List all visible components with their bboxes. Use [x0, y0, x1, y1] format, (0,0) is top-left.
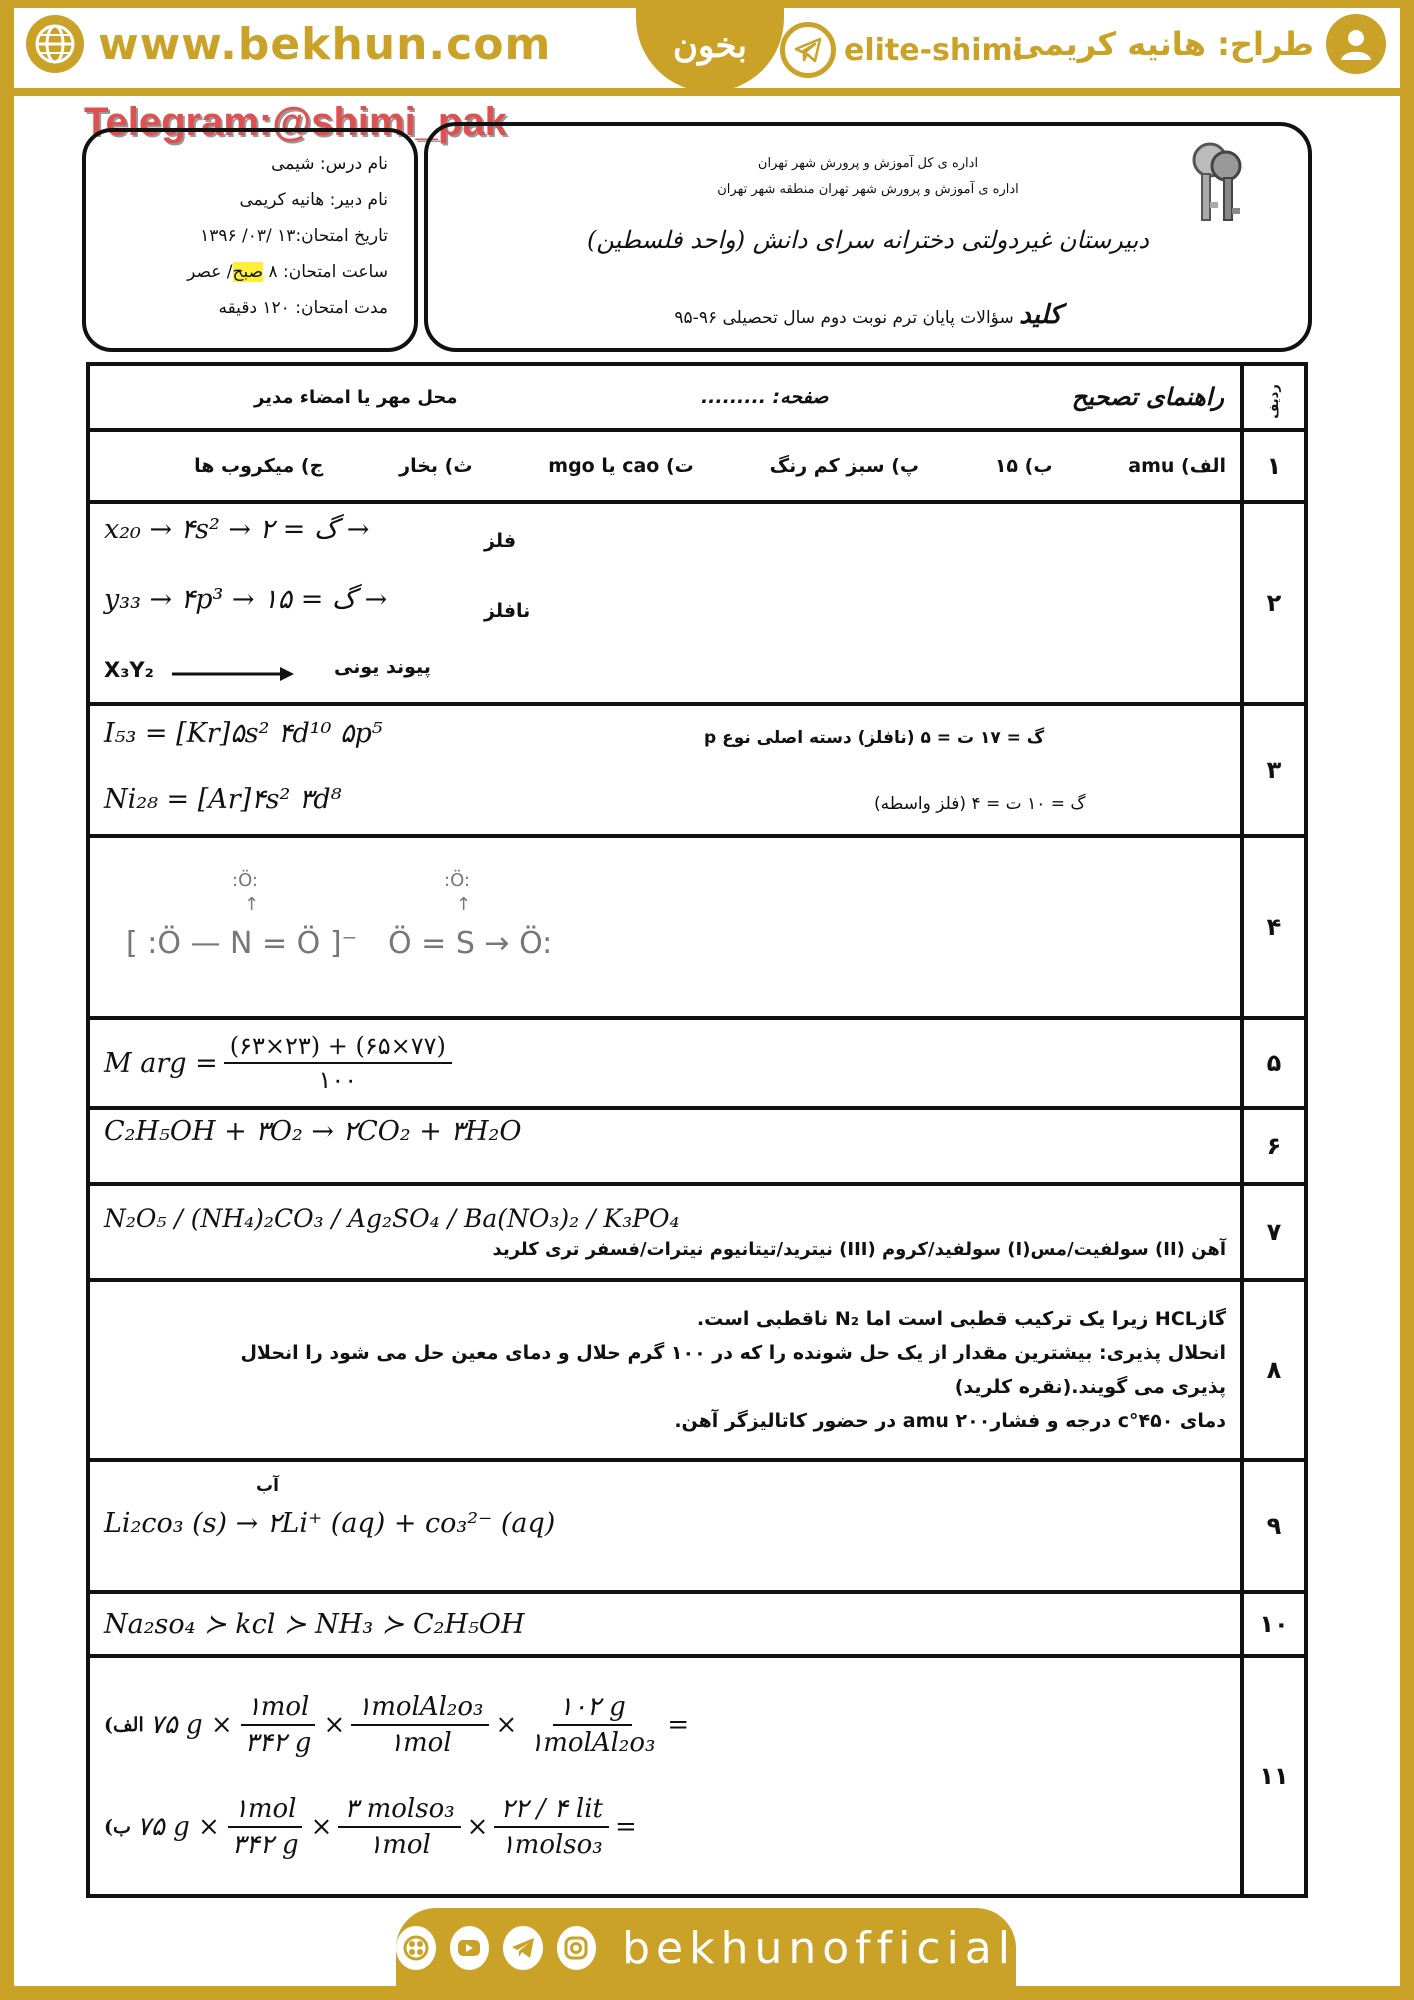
org-line-2: اداره ی آموزش و پرورش شهر تهران منطقه شهر تهران — [717, 182, 1019, 197]
equals-sign: = — [667, 1710, 690, 1740]
school-box — [424, 122, 1312, 352]
table-row — [88, 836, 1306, 1018]
keys-icon — [1182, 138, 1252, 228]
time-highlight: صبح — [232, 262, 264, 282]
time-prefix: ساعت امتحان: ۸ — [268, 262, 388, 282]
r2-label2: نافلز — [484, 600, 531, 622]
r11-b-frac3 — [494, 1794, 609, 1860]
row-number: ۵ — [1242, 1018, 1306, 1108]
r5-numerator: (۶۳×۲۳) + (۶۵×۷۷) — [224, 1032, 452, 1064]
r10-equation: Na₂so₄ ≻ kcl ≻ NH₃ ≻ C₂H₅OH — [104, 1608, 525, 1640]
row-3-content — [88, 704, 1242, 836]
r2-line1: x₂₀ → ۴s² → گ = ۲ → — [104, 514, 370, 545]
row-number: ۶ — [1242, 1108, 1306, 1184]
exam-date: تاریخ امتحان:۱۳ /۰۳/ ۱۳۹۶ — [200, 226, 388, 246]
frac-num: ۳ molso₃ — [338, 1794, 460, 1828]
telegram-link[interactable] — [780, 22, 1023, 78]
times-sign: × — [323, 1710, 346, 1740]
stamp-label: محل مهر یا امضاء مدیر — [254, 386, 458, 408]
r3-line2: Ni₂₈ = [Ar]۴s² ۳d⁸ — [104, 784, 342, 815]
row-label-text: ردیف — [1266, 384, 1282, 419]
r11-a-label: (الف — [104, 1714, 144, 1736]
subject: نام درس: شیمی — [271, 154, 388, 174]
frac-den: ۱molso₃ — [500, 1830, 603, 1860]
r2-label1: فلز — [484, 530, 517, 552]
r11-a-frac3 — [523, 1692, 661, 1758]
r2-line3: X₃Y₂ — [104, 658, 154, 682]
teacher: نام دبیر: هانیه کریمی — [239, 190, 388, 210]
r11-b-frac2 — [338, 1794, 460, 1860]
r11-part-b — [104, 1794, 1226, 1860]
youtube-icon[interactable] — [450, 1926, 490, 1970]
r3-note1: گ = ۱۷ ت = ۵ (نافلز) دسته اصلی نوع p — [704, 728, 1045, 748]
exam-title — [428, 300, 1308, 330]
equals-sign: = — [615, 1812, 637, 1842]
row-11-content — [88, 1656, 1242, 1896]
logo-text: بخون — [673, 26, 747, 66]
table-row — [88, 430, 1306, 502]
telegram-icon — [780, 22, 836, 78]
r2-line2: y₃₃ → ۴p³ → گ = ۱۵ → — [104, 584, 388, 615]
exam-title-text: سؤالات پایان ترم نوبت دوم سال تحصیلی ۹۶-۹۵ — [674, 308, 1014, 328]
r11-b-frac1 — [226, 1794, 305, 1860]
struct1-top: :Ö: — [232, 870, 258, 891]
times-sign: × — [310, 1812, 333, 1842]
r6-equation: C₂H₅OH + ۳O₂ → ۲CO₂ + ۳H₂O — [104, 1116, 522, 1147]
table-row — [88, 1280, 1306, 1460]
struct2-arrow: ↑ — [456, 894, 472, 915]
frac-den: ۱molAl₂o₃ — [529, 1728, 656, 1758]
exam-duration: مدت امتحان: ۱۲۰ دقیقه — [218, 298, 388, 318]
row-number: ۱ — [1242, 430, 1306, 502]
row-1-content — [88, 430, 1242, 502]
site-link[interactable] — [26, 14, 551, 74]
row-number: ۱۱ — [1242, 1656, 1306, 1896]
row-number: ۹ — [1242, 1460, 1306, 1592]
table-header-row — [88, 364, 1306, 430]
times-sign: × — [466, 1812, 489, 1842]
frac-den: ۳۴۲ g — [231, 1830, 299, 1860]
table-row — [88, 1656, 1306, 1896]
r8-line3: دمای ۴۵۰°c درجه و فشار۲۰۰ amu در حضور کاتالیزگر آهن. — [674, 1410, 1226, 1433]
r7-formulas: N₂O₅ / (NH₄)₂CO₃ / Ag₂SO₄ / Ba(NO₃)₂ / K₃PO₄ — [104, 1204, 680, 1233]
r8-line1: گازHCL زیرا یک ترکیب قطبی است اما N₂ ناقطبی است. — [696, 1307, 1226, 1330]
table-row — [88, 502, 1306, 704]
r1-p: پ) سبز کم رنگ — [769, 455, 919, 477]
frac-num: ۱molAl₂o₃ — [351, 1692, 489, 1726]
time-suffix: / عصر — [187, 262, 233, 282]
row-7-content — [88, 1184, 1242, 1280]
frac-den: ۱mol — [389, 1728, 452, 1758]
frac-den: ۱mol — [368, 1830, 431, 1860]
frac-den: ۳۴۲ g — [244, 1728, 312, 1758]
row-number: ۲ — [1242, 502, 1306, 704]
r11-part-a — [104, 1692, 1226, 1758]
social-footer — [396, 1908, 1016, 1988]
key-label: کلید — [1019, 300, 1062, 330]
globe-icon — [26, 15, 84, 73]
row-number: ۴ — [1242, 836, 1306, 1018]
r5-denominator: ۱۰۰ — [318, 1066, 358, 1094]
r1-a: الف) amu — [1128, 455, 1226, 477]
r9-equation: Li₂co₃ (s) → ۲Li⁺ (aq) + co₃²⁻ (aq) — [104, 1508, 556, 1539]
r11-b-label: (ب — [104, 1816, 131, 1838]
footer-handle[interactable]: bekhunofficial — [622, 1922, 1016, 1974]
org-line-1: اداره ی کل آموزش و پرورش شهر تهران — [757, 156, 979, 171]
r1-t: ت) cao یا mgo — [548, 455, 694, 477]
struct2-top: :Ö: — [444, 870, 470, 891]
instagram-icon[interactable] — [557, 1926, 597, 1970]
r9-over-arrow: آب — [256, 1476, 279, 1496]
struct1-arrow: ↑ — [244, 894, 260, 915]
table-row — [88, 1184, 1306, 1280]
row-2-content — [88, 502, 1242, 704]
row-10-content — [88, 1592, 1242, 1656]
row-number: ۷ — [1242, 1184, 1306, 1280]
telegram-handle[interactable]: elite-shimi — [844, 32, 1024, 68]
frac-num: ۱mol — [241, 1692, 316, 1726]
designer-name: طراح: هانیه کریمی — [1011, 25, 1314, 63]
row-9-content — [88, 1460, 1242, 1592]
school-name: دبیرستان غیردولتی دخترانه سرای دانش (واحد فلسطین) — [587, 226, 1149, 254]
table-row — [88, 1592, 1306, 1656]
telegram-watermark: Telegram:@shimi_pak — [84, 100, 507, 144]
frac-num: ۱mol — [228, 1794, 303, 1828]
row-8-content — [88, 1280, 1242, 1460]
designer-credit — [1012, 14, 1386, 74]
site-url[interactable]: www.bekhun.com — [98, 18, 552, 70]
exam-info-box — [82, 128, 418, 352]
struct2: Ö = S → Ö: — [388, 926, 553, 961]
struct1: [ :Ö — N = Ö ]⁻ — [126, 926, 358, 961]
answer-table — [86, 362, 1308, 1898]
r8-line2: انحلال پذیری: بیشترین مقدار از یک حل شونده را که در ۱۰۰ گرم حلال و دمای معین حل می شود را انحلال پذیری می گویند.(نقره کلرید) — [240, 1341, 1226, 1398]
row-5-content — [88, 1018, 1242, 1108]
telegram-footer-icon[interactable] — [503, 1926, 543, 1970]
table-row — [88, 1108, 1306, 1184]
r1-j: ج) میکروب ها — [194, 455, 324, 477]
top-banner — [0, 0, 1414, 96]
r5-lhs: M arg = — [104, 1047, 218, 1079]
row-number: ۳ — [1242, 704, 1306, 836]
header-content — [88, 364, 1242, 430]
r11-b-start: ۷۵ g × — [136, 1812, 220, 1842]
table-row — [88, 1018, 1306, 1108]
r11-a-frac2 — [351, 1692, 489, 1758]
r1-th: ث) بخار — [399, 455, 473, 477]
header-row-label — [1242, 364, 1306, 430]
guide-title: راهنمای تصحیح — [1071, 383, 1224, 411]
r7-names: آهن (II) سولفیت/مس(I) سولفید/کروم (III) نیترید/تیتانیوم نیترات/فسفر تری کلرید — [492, 1239, 1226, 1260]
frac-num: ۲۲ / ۴ lit — [494, 1794, 609, 1828]
r2-label3: پیوند یونی — [334, 656, 431, 678]
r3-line1: I₅₃ = [Kr]۵s² ۴d¹⁰ ۵p⁵ — [104, 718, 383, 749]
r11-a-frac1 — [239, 1692, 318, 1758]
table-row — [88, 1460, 1306, 1592]
reaction-arrow — [168, 662, 298, 686]
r5-fraction — [224, 1032, 452, 1094]
aparat-icon[interactable] — [396, 1926, 436, 1970]
page-label: صفحه: ......... — [700, 386, 829, 408]
r1-b: ب) ۱۵ — [994, 455, 1053, 477]
row-6-content — [88, 1108, 1242, 1184]
row-number: ۱۰ — [1242, 1592, 1306, 1656]
table-row — [88, 704, 1306, 836]
row-number: ۸ — [1242, 1280, 1306, 1460]
exam-time — [96, 262, 388, 282]
times-sign: × — [495, 1710, 518, 1740]
row-4-content — [88, 836, 1242, 1018]
r11-a-start: ۷۵ g × — [149, 1710, 233, 1740]
user-icon — [1326, 14, 1386, 74]
frac-num: ۱۰۲ g — [553, 1692, 632, 1726]
r3-note2: گ = ۱۰ ت = ۴ (فلز واسطه) — [874, 794, 1086, 814]
